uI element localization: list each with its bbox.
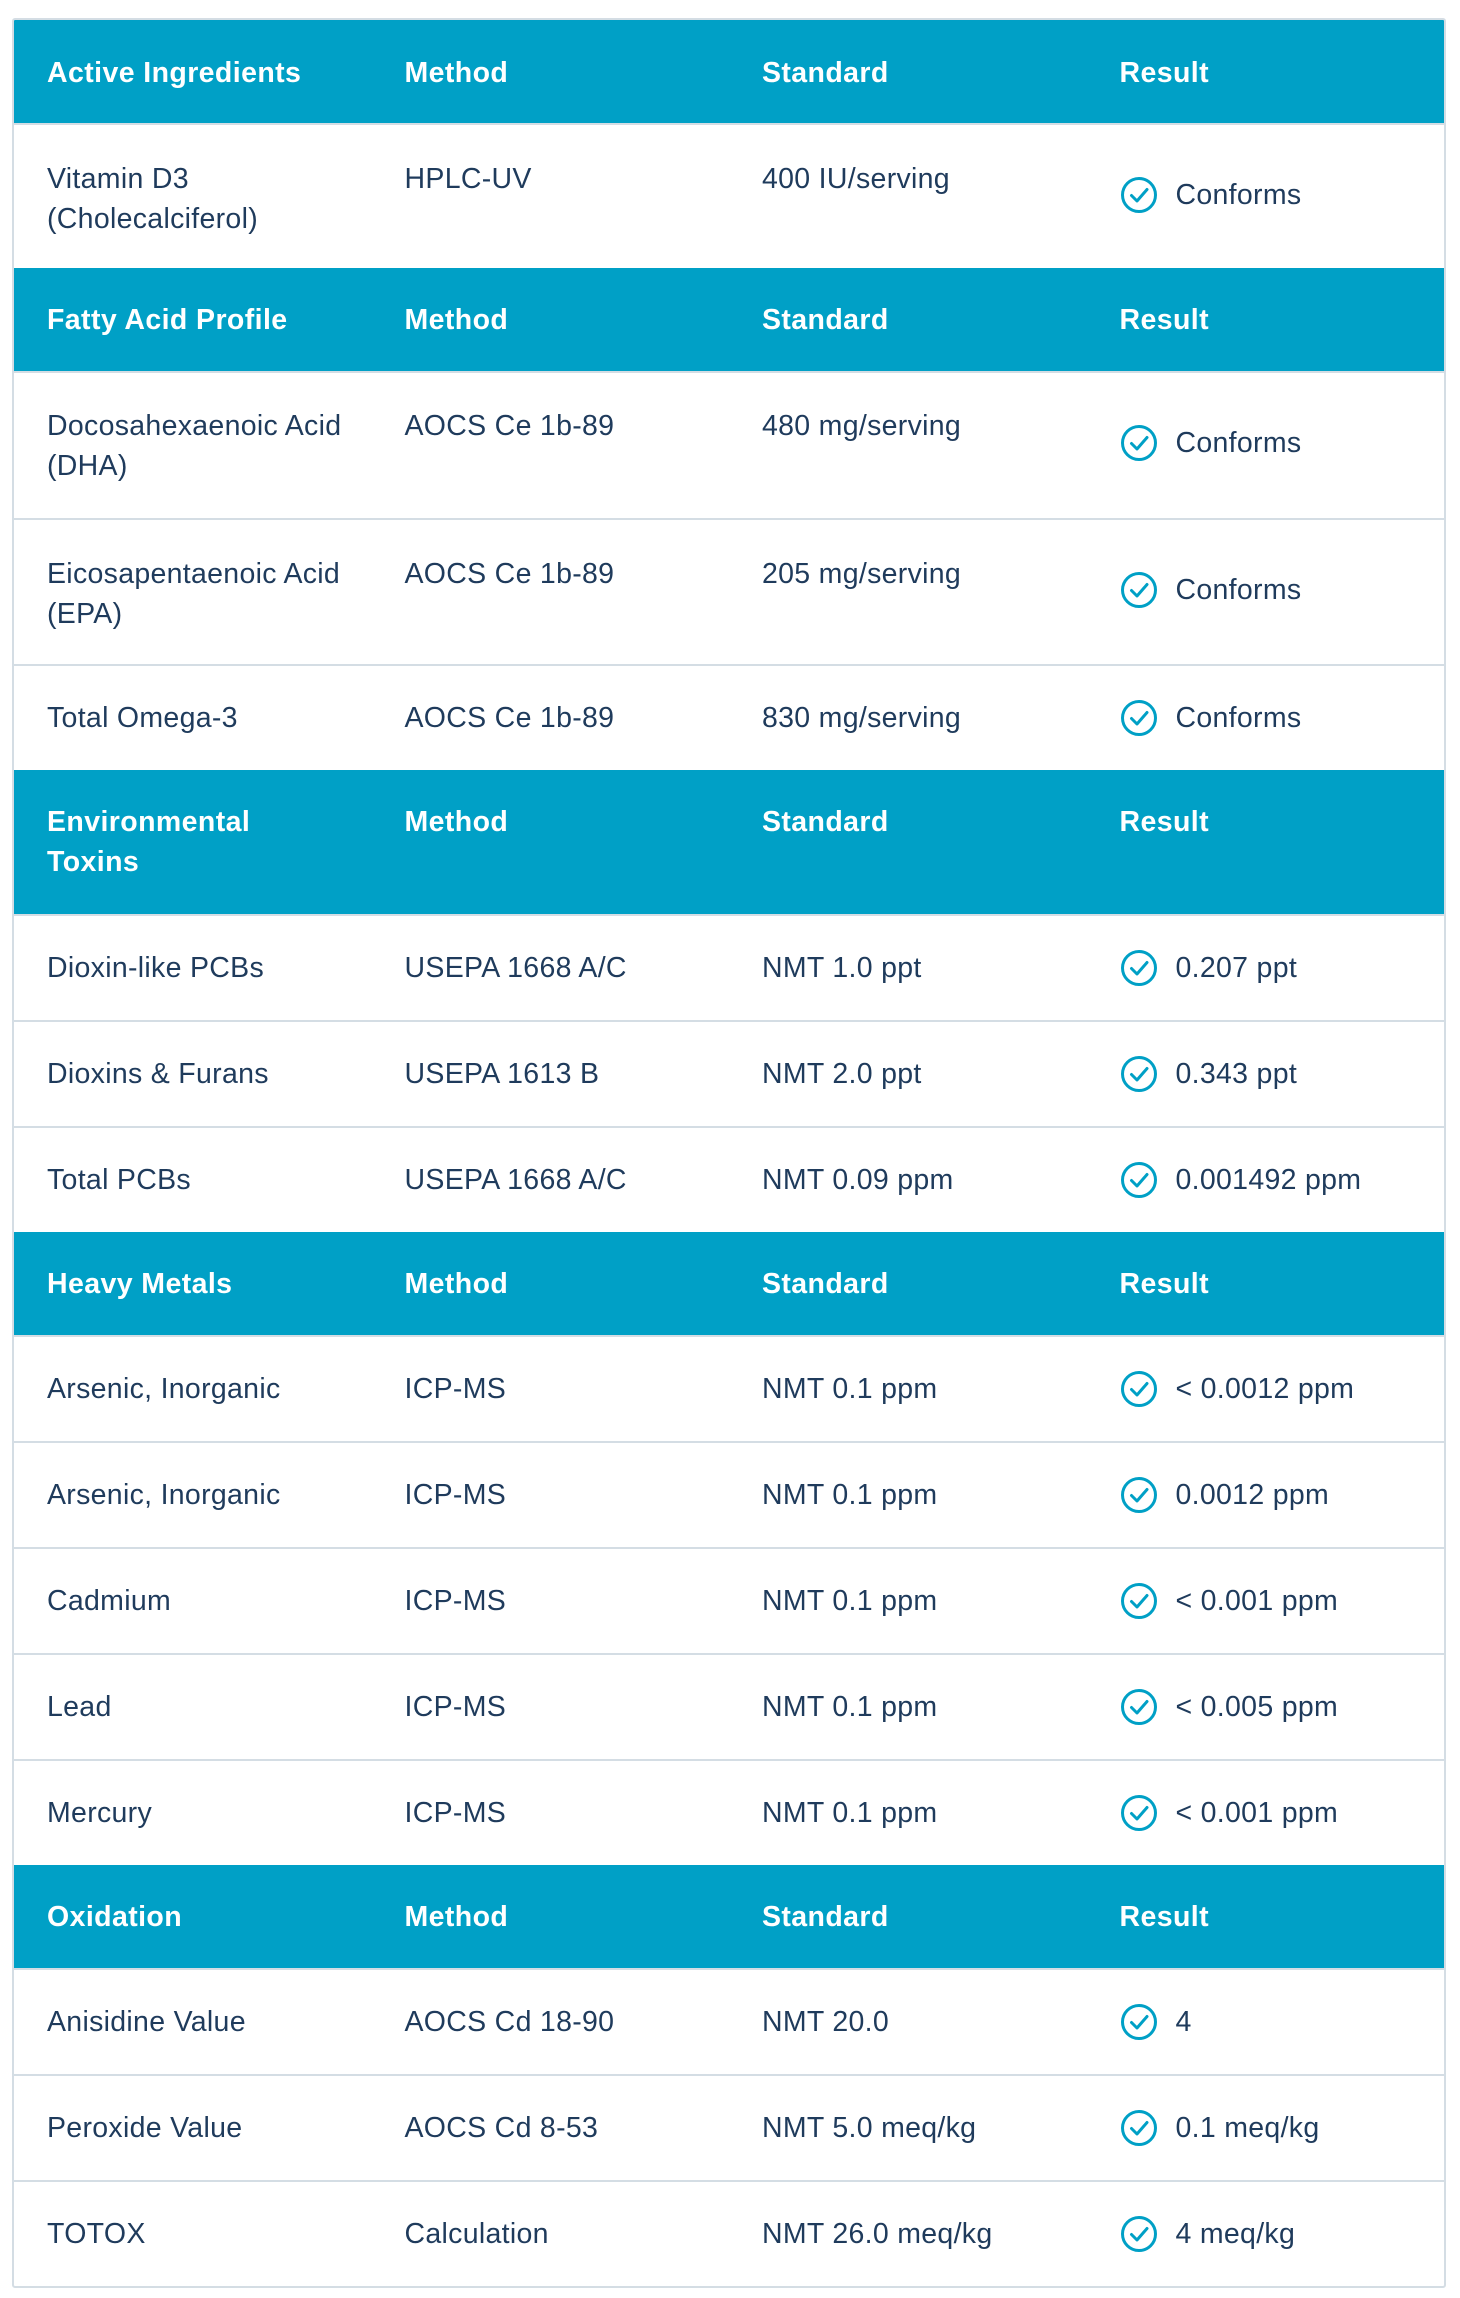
method-cell: ICP-MS: [404, 1691, 507, 1723]
table-row: [14, 371, 1444, 518]
table-row: [14, 1020, 1444, 1126]
standard-cell: NMT 0.09 ppm: [762, 1164, 954, 1196]
standard-cell: 830 mg/serving: [762, 702, 962, 734]
table-row: [14, 1441, 1444, 1547]
standard-cell: NMT 2.0 ppt: [762, 1058, 922, 1090]
header-method: Method: [404, 1267, 509, 1300]
standard-cell: NMT 26.0 meq/kg: [762, 2218, 993, 2250]
result-cell: [1087, 2108, 1445, 2148]
result-cell: [1087, 1369, 1445, 1409]
table-row: [14, 123, 1444, 268]
ingredient-name: Total PCBs: [47, 1164, 191, 1196]
header-method: Method: [404, 304, 509, 336]
check-circle-icon: [1120, 1794, 1158, 1832]
section-header: [14, 1865, 1444, 1968]
ingredient-name: Eicosapentaenoic Acid (EPA): [47, 558, 341, 630]
section-header: [14, 268, 1444, 371]
method-cell: ICP-MS: [404, 1585, 507, 1617]
standard-cell: 480 mg/serving: [762, 410, 962, 442]
standard-cell: NMT 0.1 ppm: [762, 1585, 938, 1617]
result-value: Conforms: [1175, 574, 1302, 606]
check-circle-icon: [1120, 2215, 1158, 2253]
ingredient-name: Lead: [47, 1691, 112, 1723]
header-category: Oxidation: [47, 1900, 183, 1933]
header-result: Result: [1119, 1267, 1210, 1300]
result-value: 0.0012 ppm: [1175, 1479, 1330, 1511]
method-cell: AOCS Ce 1b-89: [404, 410, 615, 442]
header-result: Result: [1119, 806, 1210, 838]
result-value: 0.343 ppt: [1175, 1058, 1298, 1090]
header-method: Method: [404, 57, 509, 89]
ingredient-name: TOTOX: [47, 2218, 146, 2250]
table-row: [14, 1653, 1444, 1759]
result-cell: [1087, 2214, 1445, 2254]
ingredient-name: Arsenic, Inorganic: [47, 1373, 281, 1405]
check-circle-icon: [1120, 424, 1158, 462]
check-circle-icon: [1120, 571, 1158, 609]
method-cell: AOCS Ce 1b-89: [404, 558, 615, 590]
standard-cell: NMT 20.0: [762, 2006, 890, 2038]
method-cell: HPLC-UV: [404, 163, 532, 195]
standard-cell: NMT 0.1 ppm: [762, 1797, 938, 1829]
section-header: [14, 20, 1444, 123]
result-cell: [1087, 1160, 1445, 1200]
header-result: Result: [1119, 1900, 1210, 1933]
check-circle-icon: [1120, 1476, 1158, 1514]
result-cell: [1087, 2002, 1445, 2042]
check-circle-icon: [1120, 2109, 1158, 2147]
check-circle-icon: [1120, 2003, 1158, 2041]
method-cell: ICP-MS: [404, 1797, 507, 1829]
header-method: Method: [404, 806, 509, 838]
check-circle-icon: [1120, 1582, 1158, 1620]
standard-cell: NMT 0.1 ppm: [762, 1479, 938, 1511]
method-cell: Calculation: [404, 2218, 549, 2250]
header-result: Result: [1119, 57, 1210, 89]
ingredient-name: Dioxins & Furans: [47, 1058, 269, 1090]
result-value: < 0.001 ppm: [1175, 1797, 1339, 1829]
method-cell: ICP-MS: [404, 1479, 507, 1511]
header-result: Result: [1119, 304, 1210, 336]
check-circle-icon: [1120, 1055, 1158, 1093]
section-header: [14, 1232, 1444, 1335]
standard-cell: NMT 1.0 ppt: [762, 952, 922, 984]
table-row: [14, 518, 1444, 664]
method-cell: AOCS Cd 18-90: [404, 2006, 615, 2038]
result-cell: [1087, 1054, 1445, 1094]
standard-cell: 400 IU/serving: [762, 163, 950, 195]
header-standard: Standard: [762, 1267, 889, 1300]
ingredient-name: Mercury: [47, 1797, 153, 1829]
result-cell: [1087, 159, 1445, 231]
header-method: Method: [404, 1900, 509, 1933]
result-value: < 0.0012 ppm: [1175, 1373, 1355, 1405]
result-cell: [1087, 698, 1445, 738]
result-cell: [1087, 406, 1445, 480]
section-header: [14, 770, 1444, 914]
ingredient-name: Anisidine Value: [47, 2006, 246, 2038]
table-row: [14, 1547, 1444, 1653]
result-value: 4 meq/kg: [1175, 2218, 1296, 2250]
result-value: Conforms: [1175, 179, 1302, 211]
check-circle-icon: [1120, 949, 1158, 987]
result-cell: [1087, 1581, 1445, 1621]
standard-cell: NMT 0.1 ppm: [762, 1691, 938, 1723]
header-standard: Standard: [762, 57, 889, 89]
table-row: [14, 664, 1444, 770]
result-value: Conforms: [1175, 702, 1302, 734]
check-circle-icon: [1120, 1688, 1158, 1726]
ingredient-name: Cadmium: [47, 1585, 172, 1617]
table-row: [14, 914, 1444, 1020]
ingredient-name: Dioxin-like PCBs: [47, 952, 265, 984]
method-cell: USEPA 1613 B: [404, 1058, 600, 1090]
header-standard: Standard: [762, 304, 889, 336]
table-row: [14, 1968, 1444, 2074]
method-cell: USEPA 1668 A/C: [404, 952, 627, 984]
table-row: [14, 1759, 1444, 1865]
check-circle-icon: [1120, 699, 1158, 737]
ingredient-name: Total Omega-3: [47, 702, 238, 734]
header-standard: Standard: [762, 1900, 889, 1933]
result-cell: [1087, 1687, 1445, 1727]
results-table: [12, 18, 1446, 2288]
method-cell: AOCS Ce 1b-89: [404, 702, 615, 734]
header-standard: Standard: [762, 806, 889, 838]
standard-cell: NMT 5.0 meq/kg: [762, 2112, 977, 2144]
table-row: [14, 2074, 1444, 2180]
result-value: 4: [1175, 2006, 1192, 2038]
result-value: 0.1 meq/kg: [1175, 2112, 1320, 2144]
result-cell: [1087, 948, 1445, 988]
header-category: Fatty Acid Profile: [47, 304, 288, 336]
header-category: Environmental Toxins: [47, 806, 251, 878]
table-row: [14, 2180, 1444, 2286]
standard-cell: NMT 0.1 ppm: [762, 1373, 938, 1405]
table-row: [14, 1126, 1444, 1232]
method-cell: AOCS Cd 8-53: [404, 2112, 599, 2144]
method-cell: ICP-MS: [404, 1373, 507, 1405]
ingredient-name: Docosahexaenoic Acid (DHA): [47, 410, 342, 482]
standard-cell: 205 mg/serving: [762, 558, 962, 590]
ingredient-name: Vitamin D3 (Cholecalciferol): [47, 163, 259, 235]
ingredient-name: Peroxide Value: [47, 2112, 243, 2144]
header-category: Active Ingredients: [47, 57, 302, 89]
result-value: < 0.005 ppm: [1175, 1691, 1339, 1723]
result-value: < 0.001 ppm: [1175, 1585, 1339, 1617]
table-row: [14, 1335, 1444, 1441]
result-cell: [1087, 1793, 1445, 1833]
result-cell: [1087, 554, 1445, 626]
result-value: 0.001492 ppm: [1175, 1164, 1362, 1196]
check-circle-icon: [1120, 1370, 1158, 1408]
header-category: Heavy Metals: [47, 1267, 233, 1300]
method-cell: USEPA 1668 A/C: [404, 1164, 627, 1196]
check-circle-icon: [1120, 176, 1158, 214]
result-value: 0.207 ppt: [1175, 952, 1298, 984]
ingredient-name: Arsenic, Inorganic: [47, 1479, 281, 1511]
check-circle-icon: [1120, 1161, 1158, 1199]
result-cell: [1087, 1475, 1445, 1515]
result-value: Conforms: [1175, 427, 1302, 459]
